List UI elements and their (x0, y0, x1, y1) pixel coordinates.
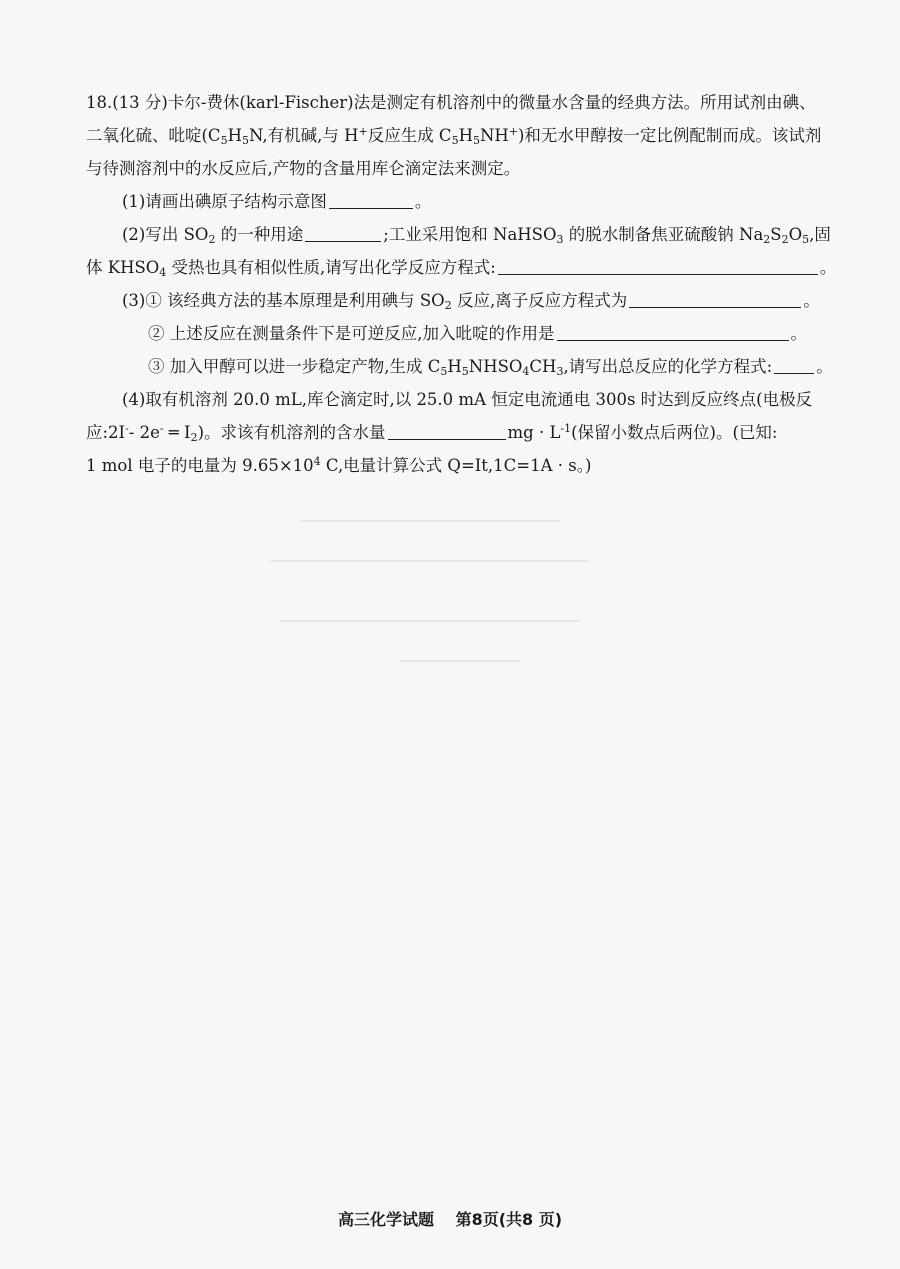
part-4-line-3: 1 mol 电子的电量为 $9.65\times 10^4$ C,电量计算公式 Q=It,1C=1A · s。) (86, 455, 592, 475)
footer-subject: 高三化学试题 (337, 1210, 434, 1229)
scan-noise (300, 520, 560, 522)
page-footer (0, 1207, 900, 1230)
question-18 (86, 86, 858, 482)
footer-page-number: 第8页(共8 页) (455, 1210, 563, 1229)
scan-noise (400, 660, 520, 662)
part-4-line-1: (4)取有机溶剂 20.0 mL,库仑滴定时,以 25.0 mA 恒定电流通电 300s 时达到反应终点(电极反 (122, 390, 813, 409)
answer-blank-3b[interactable] (557, 322, 789, 341)
answer-blank-3c[interactable] (774, 355, 814, 374)
scan-noise (280, 620, 580, 622)
part-2-line-2: 体 $KHSO_4$ 受热也具有相似性质,请写出化学反应方程式: 。 (86, 258, 837, 279)
question-intro-line-1: 18.(13 分)卡尔-费休(karl-Fischer)法是测定有机溶剂中的微量水含量的经典方法。所用试剂由碘、 (86, 93, 816, 112)
question-intro-line-2: 二氧化硫、吡啶($C_5H_5N$,有机碱,与 H+反应生成 $C_5H_5NH^+$)和无水甲醇按一定比例配制而成。该试剂 (86, 125, 822, 147)
answer-blank-4[interactable] (388, 421, 506, 440)
part-3-sub-2: ② 上述反应在测量条件下是可逆反应,加入吡啶的作用是 。 (148, 324, 807, 343)
answer-blank-2a[interactable] (305, 223, 381, 242)
scan-noise (270, 560, 590, 562)
part-3-sub-3: ③ 加入甲醇可以进一步稳定产物,生成 $C_5H_5NHSO_4CH_3$,请写出总反应的化学方程式: 。 (148, 357, 833, 378)
answer-blank-3a[interactable] (629, 289, 801, 308)
question-intro-line-3: 与待测溶剂中的水反应后,产物的含量用库仑滴定法来测定。 (86, 159, 521, 178)
answer-blank-1[interactable] (329, 190, 413, 209)
answer-blank-2b[interactable] (498, 256, 818, 275)
part-4-line-2: 应:2I-- 2e- ═ $I_2$)。求该有机溶剂的含水量 mg · $L^{-1}$(保留小数点后两位)。(已知: (86, 422, 778, 444)
part-1: (1)请画出碘原子结构示意图 。 (122, 192, 432, 211)
part-3-sub-1: (3)① 该经典方法的基本原理是利用碘与 $SO_2$ 反应,离子反应方程式为 。 (122, 291, 820, 312)
part-2-line-1: (2)写出 $SO_2$ 的一种用途 ;工业采用饱和 NaHSO$_3$ 的脱水制备焦亚硫酸钠 $Na_2S_2O_5$,固 (122, 225, 831, 246)
